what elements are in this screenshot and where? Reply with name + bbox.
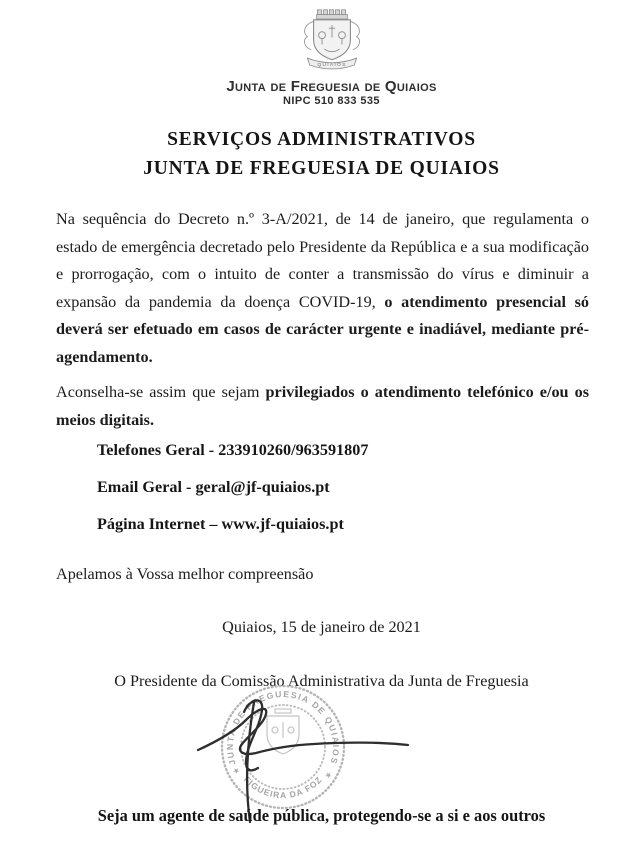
signature-descender-stroke xyxy=(247,702,254,822)
left-mantling-flourish xyxy=(304,21,313,49)
stamp-left-star-icon: ★ xyxy=(230,765,242,777)
mural-crown-icon xyxy=(316,10,347,19)
nipc-number: NIPC 510 833 535 xyxy=(283,95,380,107)
letterhead xyxy=(10,6,643,107)
paragraph-advice-bold-text: privilegiados o atendimento telefónico e/ou os meios digitais. xyxy=(56,383,590,429)
paragraph-decree-text: Na sequência do Decreto n.º 3-A/2021, de 14 de janeiro, que regulamenta o estado de emergência decretado pelo Presidente da República e a sua modificação e prorrogação, com o intuito de conter a transmissão do vírus e diminuir a expansão da pandemia da doença COVID-19, xyxy=(56,210,589,311)
contact-phone-line: Telefones Geral - 233910260/963591807 xyxy=(97,441,369,459)
health-slogan: Seja um agente de saúde pública, protegendo-se a si e aos outros xyxy=(97,806,546,825)
handwritten-signature xyxy=(178,686,422,826)
paragraph-decree-bold-text: o atendimento presencial só deverá ser efetuado em casos de carácter urgente e inadiável, mediante pré-agendamento. xyxy=(56,292,589,366)
document-title xyxy=(0,129,643,180)
paragraph-advice-text: Aconselha-se assim que sejam xyxy=(56,383,266,401)
contact-email-line: Email Geral - geral@jf-quiaios.pt xyxy=(97,478,330,496)
crest-banner-text: QUIAIOS xyxy=(316,62,347,69)
title-line-2: JUNTA DE FREGUESIA DE QUIAIOS xyxy=(143,158,500,179)
right-mantling-flourish xyxy=(350,21,359,49)
parish-coat-of-arms-icon xyxy=(292,6,372,72)
closing-line: Apelamos à Vossa melhor compreensão xyxy=(56,565,314,583)
contact-website-line: Página Internet – www.jf-quiaios.pt xyxy=(97,515,344,533)
paragraph-decree xyxy=(56,206,589,372)
organization-name: Junta de Freguesia de Quiaios xyxy=(226,78,437,95)
stamp-right-star-icon: ★ xyxy=(322,769,334,781)
stamp-bottom-arc-text: FIGUEIRA DA FOZ xyxy=(241,774,325,801)
stamp-top-arc-text: JUNTA DE FREGUESIA DE QUIAIOS xyxy=(224,688,342,767)
title-line-1: SERVIÇOS ADMINISTRATIVOS xyxy=(167,129,476,150)
signatory-title-line: O Presidente da Comissão Administrativa da Junta de Freguesia xyxy=(114,672,529,690)
paragraph-advice xyxy=(56,379,589,434)
contact-list xyxy=(97,437,368,548)
place-date-line: Quiaios, 15 de janeiro de 2021 xyxy=(222,618,421,636)
signature-main-stroke xyxy=(198,709,408,754)
